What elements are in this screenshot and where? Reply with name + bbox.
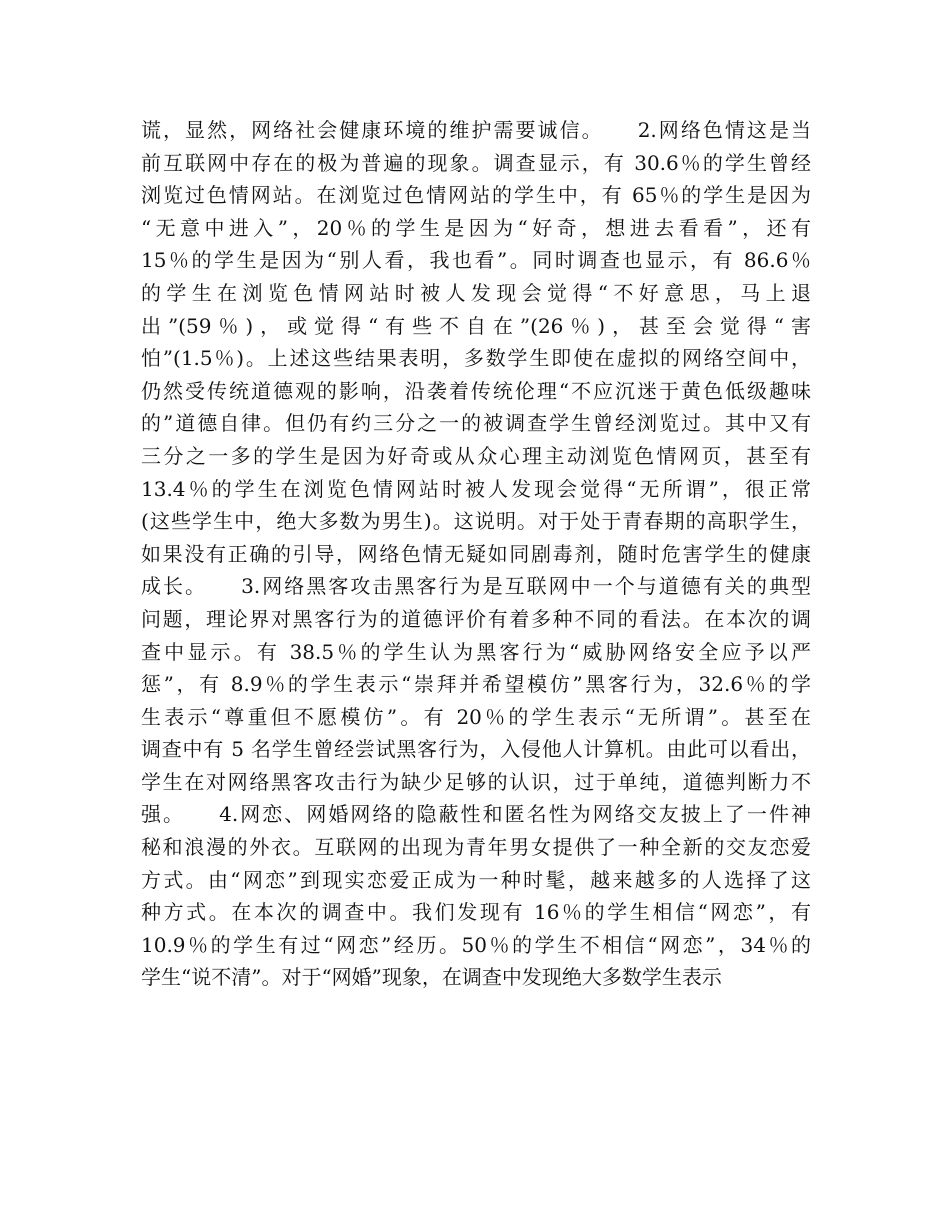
text-line: 强。 4.网恋、网婚网络的隐蔽性和匿名性为网络交友披上了一件神 — [141, 802, 811, 827]
text-line: 方式。由“网恋”到现实恋爱正成为一种时髦，越来越多的人选择了这 — [141, 867, 811, 892]
text-line: (这些学生中，绝大多数为男生)。这说明。对于处于青春期的高职学生， — [141, 509, 811, 534]
text-line: 仍然受传统道德观的影响，沿袭着传统伦理“不应沉迷于黄色低级趣味 — [141, 378, 811, 403]
text-line: 惩”，有 8.9％的学生表示“崇拜并希望模仿”黑客行为，32.6％的学 — [141, 672, 811, 697]
text-line: 13.4％的学生在浏览色情网站时被人发现会觉得“无所谓”，很正常 — [141, 476, 811, 501]
text-line: 出”(59％)，或觉得“有些不自在”(26％)，甚至会觉得“害 — [141, 313, 811, 338]
text-line: 生表示“尊重但不愿模仿”。有 20％的学生表示“无所谓”。甚至在 — [141, 704, 811, 729]
text-line: 成长。 3.网络黑客攻击黑客行为是互联网中一个与道德有关的典型 — [141, 574, 811, 599]
body-text — [141, 114, 811, 994]
text-line: 的”道德自律。但仍有约三分之一的被调查学生曾经浏览过。其中又有 — [141, 411, 811, 436]
text-line: 秘和浪漫的外衣。互联网的出现为青年男女提供了一种全新的交友恋爱 — [141, 835, 811, 860]
text-line: “无意中进入”，20％的学生是因为“好奇，想进去看看”，还有 — [141, 215, 811, 240]
text-line: 学生在对网络黑客攻击行为缺少足够的认识，过于单纯，道德判断力不 — [141, 769, 811, 794]
text-line: 三分之一多的学生是因为好奇或从众心理主动浏览色情网页，甚至有 — [141, 443, 811, 468]
text-line: 10.9％的学生有过“网恋”经历。50％的学生不相信“网恋”，34％的 — [141, 932, 811, 957]
text-line: 如果没有正确的引导，网络色情无疑如同剧毒剂，随时危害学生的健康 — [141, 541, 811, 566]
text-line: 浏览过色情网站。在浏览过色情网站的学生中，有 65％的学生是因为 — [141, 183, 811, 208]
text-line: 15％的学生是因为“别人看，我也看”。同时调查也显示，有 86.6％ — [141, 248, 811, 273]
text-line: 问题，理论界对黑客行为的道德评价有着多种不同的看法。在本次的调 — [141, 606, 811, 631]
text-line: 前互联网中存在的极为普遍的现象。调查显示，有 30.6％的学生曾经 — [141, 150, 811, 175]
text-line: 调查中有 5 名学生曾经尝试黑客行为，入侵他人计算机。由此可以看出， — [141, 737, 811, 762]
text-line: 学生“说不清”。对于“网婚”现象，在调查中发现绝大多数学生表示 — [141, 965, 722, 990]
text-line: 的学生在浏览色情网站时被人发现会觉得“不好意思，马上退 — [141, 280, 811, 305]
text-line: 谎，显然，网络社会健康环境的维护需要诚信。 2.网络色情这是当 — [141, 118, 811, 142]
text-line: 查中显示。有 38.5％的学生认为黑客行为“威胁网络安全应予以严 — [141, 639, 811, 664]
text-line: 种方式。在本次的调查中。我们发现有 16％的学生相信“网恋”，有 — [141, 900, 811, 925]
text-line: 怕”(1.5％)。上述这些结果表明，多数学生即使在虚拟的网络空间中， — [141, 346, 811, 371]
